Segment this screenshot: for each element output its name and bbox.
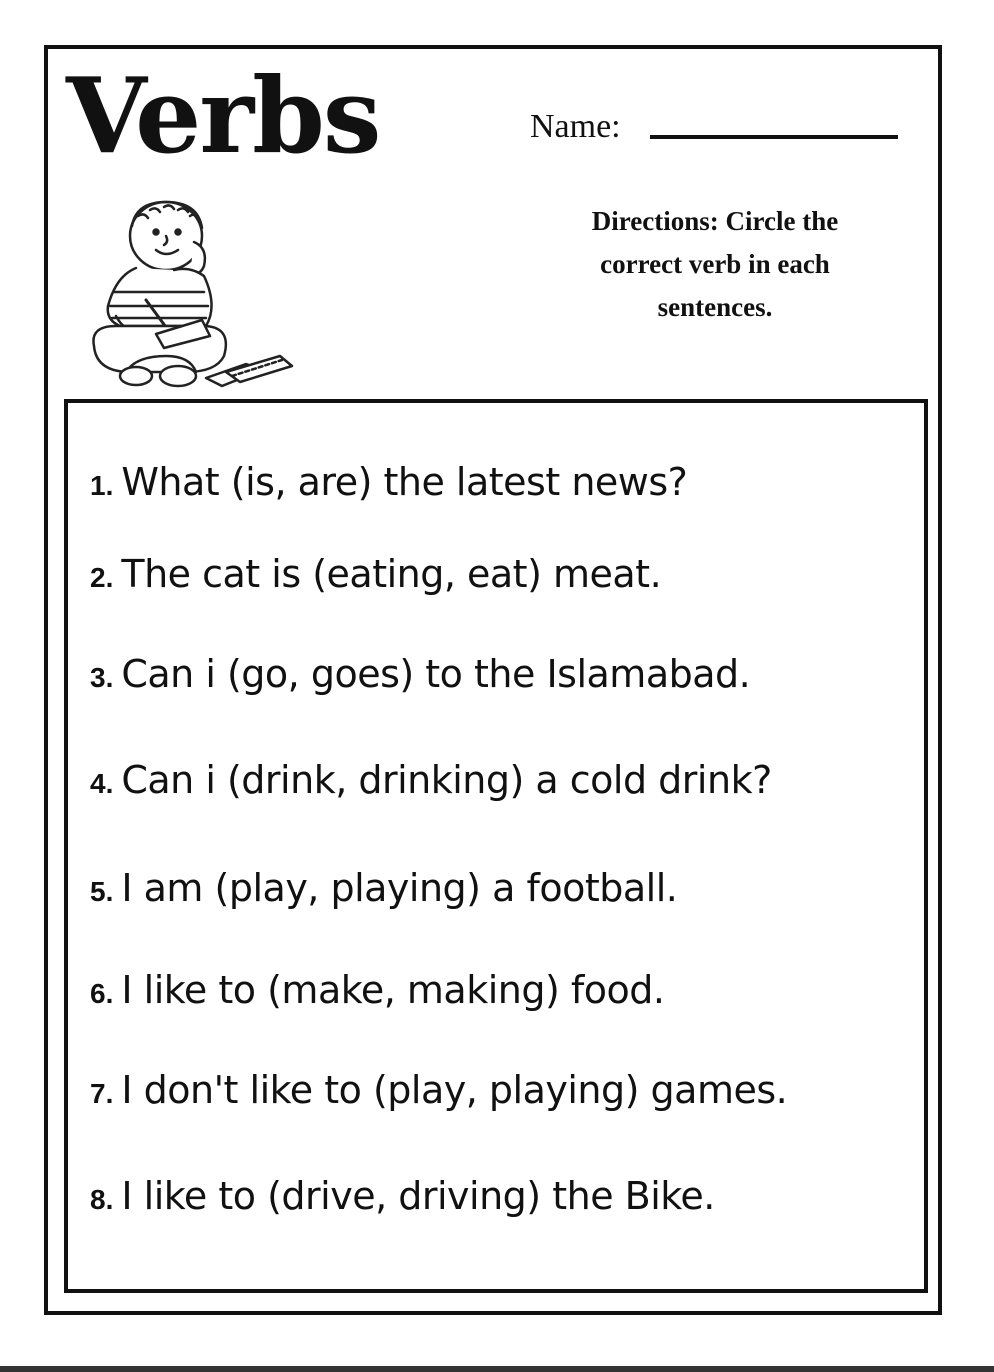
question-number: 4. bbox=[90, 768, 114, 799]
question-number: 7. bbox=[90, 1078, 114, 1109]
question-text[interactable]: Can i (drink, drinking) a cold drink? bbox=[121, 758, 772, 802]
boy-writing-illustration bbox=[86, 196, 306, 396]
name-label: Name: bbox=[530, 108, 621, 145]
question-number: 5. bbox=[90, 876, 114, 907]
question-text[interactable]: The cat is (eating, eat) meat. bbox=[121, 552, 662, 596]
question-number: 2. bbox=[90, 562, 114, 593]
question-number: 6. bbox=[90, 978, 114, 1009]
question-row-4 bbox=[90, 758, 772, 808]
question-row-2 bbox=[90, 552, 661, 602]
question-text[interactable]: I like to (make, making) food. bbox=[121, 968, 665, 1012]
question-row-6 bbox=[90, 968, 664, 1018]
questions-box bbox=[64, 399, 928, 1293]
question-row-5 bbox=[90, 866, 677, 916]
question-row-7 bbox=[90, 1068, 787, 1118]
directions-text: Directions: Circle the correct verb in each sentences. bbox=[591, 206, 839, 322]
question-row-8 bbox=[90, 1174, 715, 1224]
question-text[interactable]: Can i (go, goes) to the Islamabad. bbox=[121, 652, 751, 696]
question-row-1 bbox=[90, 460, 687, 510]
question-text[interactable]: I don't like to (play, playing) games. bbox=[121, 1068, 788, 1112]
question-text[interactable]: I like to (drive, driving) the Bike. bbox=[121, 1174, 715, 1218]
question-text[interactable]: I am (play, playing) a football. bbox=[121, 866, 678, 910]
question-row-3 bbox=[90, 652, 750, 702]
question-number: 3. bbox=[90, 662, 114, 693]
question-text[interactable]: What (is, are) the latest news? bbox=[121, 460, 688, 504]
question-number: 1. bbox=[90, 470, 114, 501]
page-bottom-edge bbox=[0, 1366, 994, 1372]
name-field-line[interactable] bbox=[650, 135, 898, 139]
worksheet-title: Verbs bbox=[66, 54, 380, 177]
question-number: 8. bbox=[90, 1184, 114, 1215]
